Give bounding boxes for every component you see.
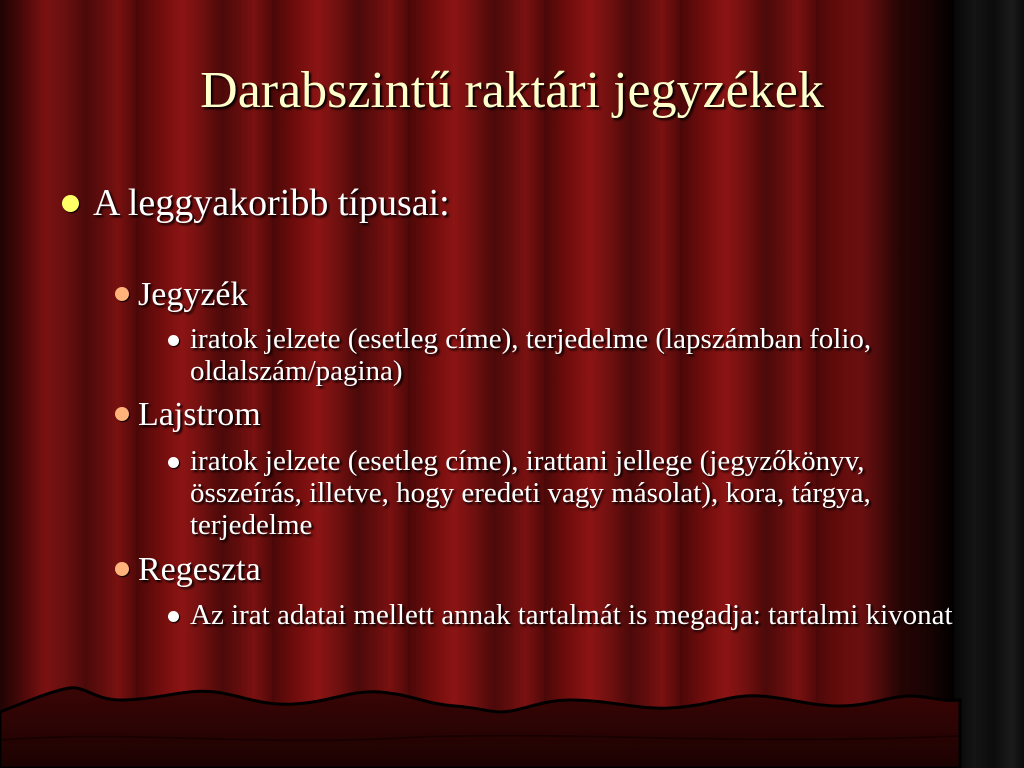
intro-text: A leggyakoribb típusai: — [93, 182, 450, 224]
intro-bullet — [62, 181, 450, 225]
type-detail-regeszta — [168, 599, 958, 631]
bullet-icon — [168, 335, 179, 346]
bullet-icon — [115, 562, 129, 576]
bullet-icon — [168, 457, 179, 468]
type-heading-lajstrom — [115, 396, 261, 434]
type-detail-lajstrom — [168, 445, 958, 541]
type-heading-text: Regeszta — [138, 551, 261, 588]
type-heading-regeszta — [115, 551, 261, 589]
bullet-icon — [168, 611, 179, 622]
bullet-icon — [115, 407, 129, 421]
type-detail-text: Az irat adatai mellett annak tartalmát is megadja: tartalmi kivonat — [190, 599, 953, 631]
type-detail-jegyzek — [168, 323, 958, 387]
slide-title: Darabszintű raktári jegyzékek — [200, 62, 824, 119]
type-heading-jegyzek — [115, 276, 248, 314]
type-heading-text: Jegyzék — [138, 276, 248, 313]
type-detail-text: iratok jelzete (esetleg címe), terjedelme (lapszámban folio, oldalszám/pagina) — [190, 323, 872, 387]
type-heading-text: Lajstrom — [138, 396, 261, 433]
type-detail-text: iratok jelzete (esetleg címe), irattani jellege (jegyzőkönyv, összeírás, illetve, hogy eredeti vagy másolat), kora, tárgya, terjedelme — [190, 445, 871, 541]
bullet-icon — [115, 287, 129, 301]
bullet-icon — [62, 195, 79, 212]
